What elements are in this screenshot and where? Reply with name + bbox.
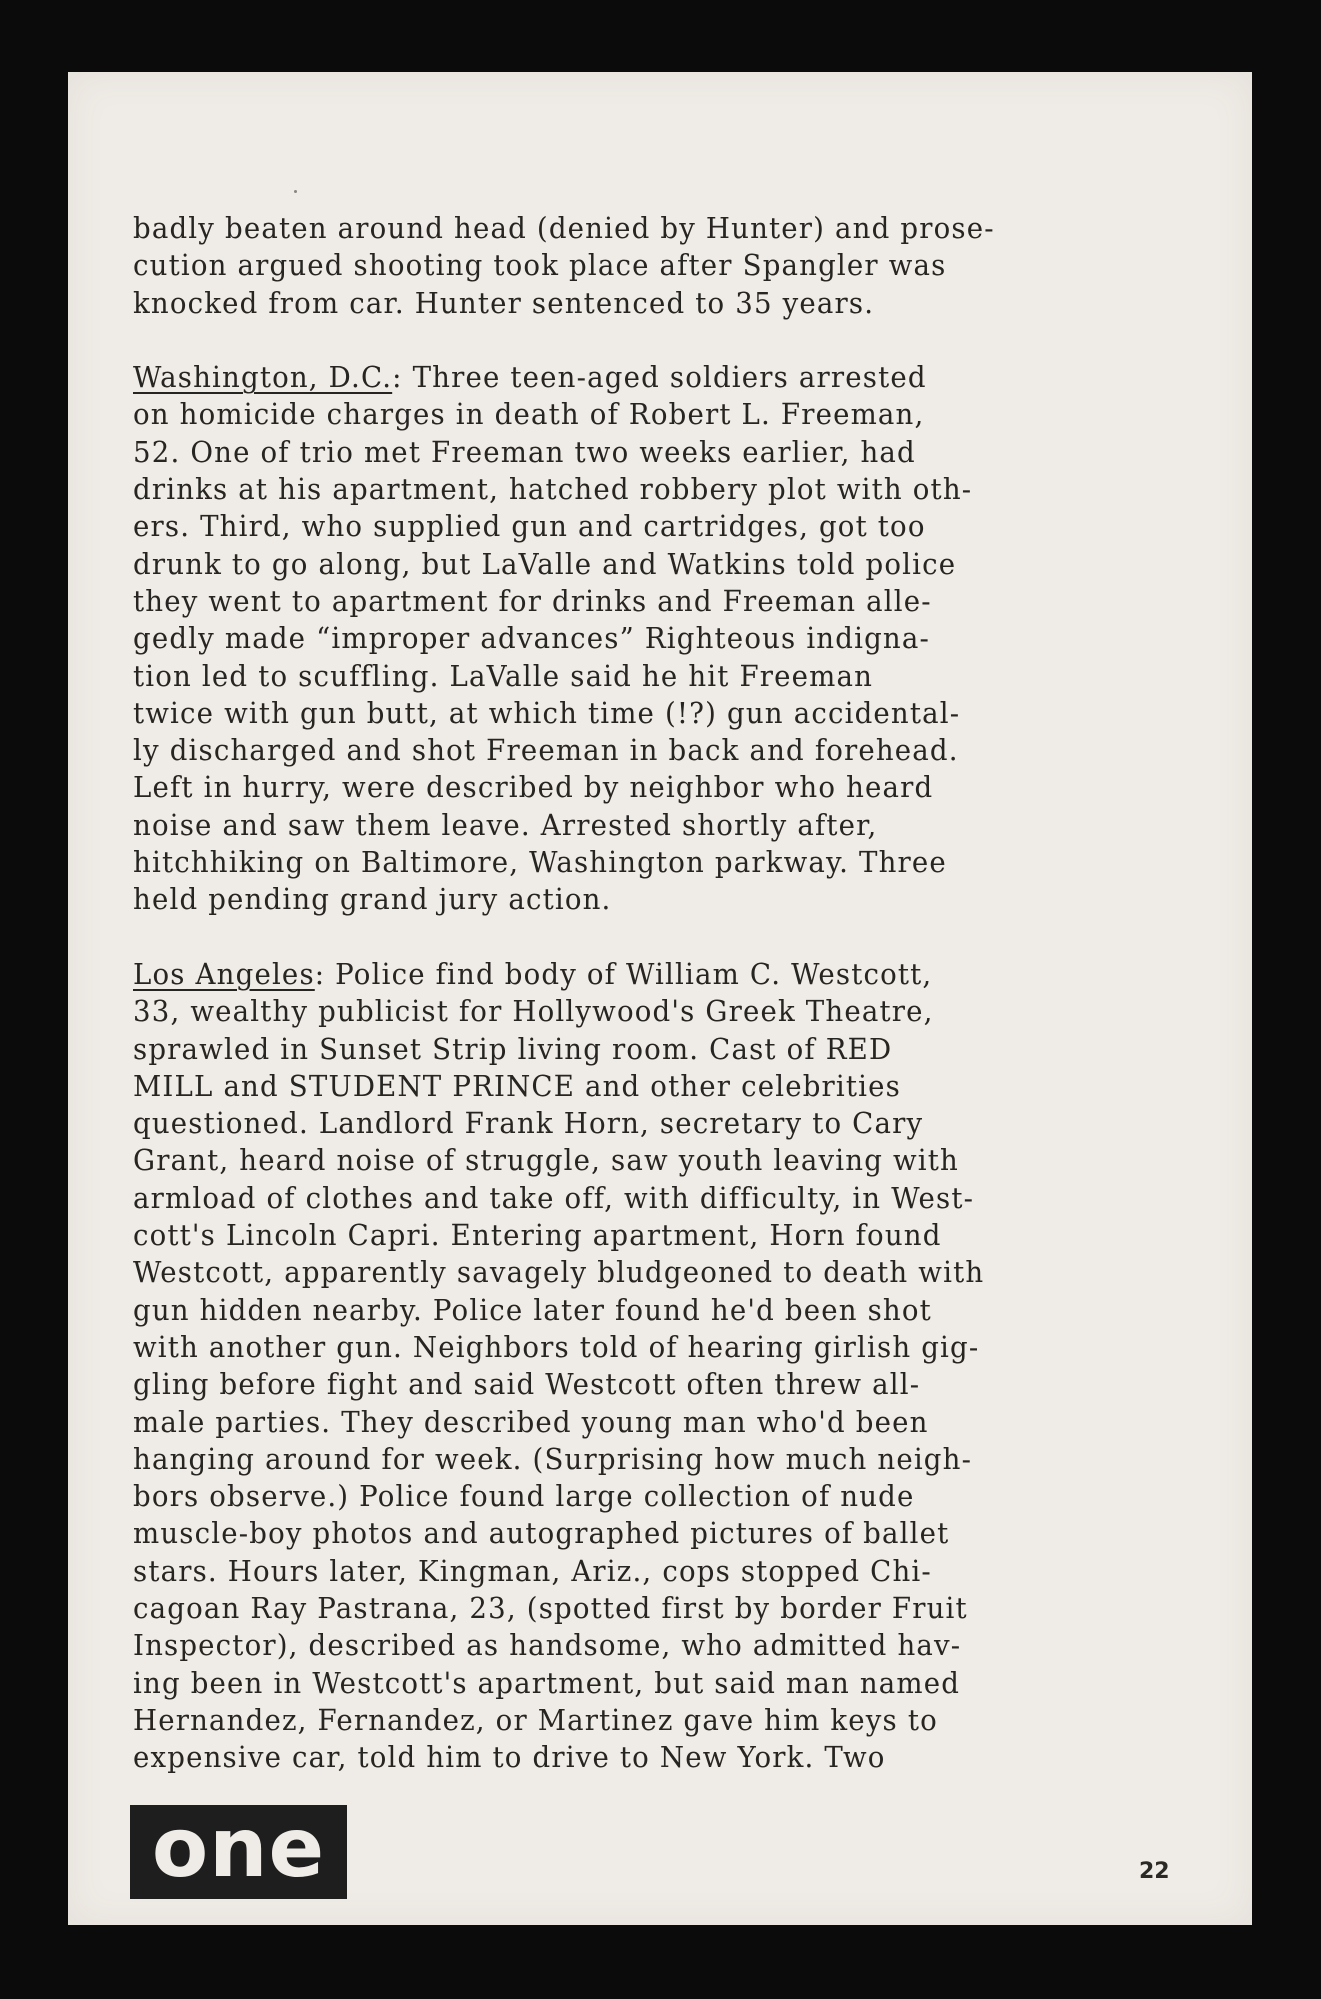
text-line: sprawled in Sunset Strip living room. Cast of RED [133,1032,893,1066]
text-line: 33, wealthy publicist for Hollywood's Greek Theatre, [133,995,934,1029]
dateline-rest: : Police find body of William C. Westcott, [314,957,933,991]
dateline-washington: Washington, D.C. [133,361,393,395]
text-line: badly beaten around head (denied by Hunter) and prose- [133,212,995,245]
text-line: with another gun. Neighbors told of hearing girlish gig- [133,1330,980,1364]
article-body [133,210,1253,1814]
text-line: gun hidden nearby. Police later found he'd been shot [133,1293,932,1327]
text-line: hanging around for week. (Surprising how much neigh- [133,1442,973,1476]
text-line: MILL and STUDENT PRINCE and other celebrities [133,1069,902,1103]
paragraph-hunter-case [133,210,1253,322]
text-line: male parties. They described young man who'd been [133,1405,929,1439]
text-line: held pending grand jury action. [133,883,612,917]
text-line: hitchhiking on Baltimore, Washington parkway. Three [133,846,947,880]
text-line [133,956,1218,993]
text-line: on homicide charges in death of Robert L. Freeman, [133,398,925,432]
text-line: questioned. Landlord Frank Horn, secretary to Cary [133,1107,924,1141]
one-magazine-logo: one [130,1805,347,1899]
text-line: armload of clothes and take off, with difficulty, in West- [133,1181,975,1215]
dateline-los-angeles: Los Angeles [133,957,315,991]
speck-mark [294,190,297,193]
text-line: cott's Lincoln Capri. Entering apartment, Horn found [133,1219,942,1253]
page-number: 22 [1139,1859,1170,1884]
text-line: bors observe.) Police found large collection of nude [133,1480,915,1514]
text-line: drinks at his apartment, hatched robbery plot with oth- [133,473,973,507]
text-line: muscle-boy photos and autographed pictures of ballet [133,1517,950,1551]
text-line: expensive car, told him to drive to New York. Two [133,1741,886,1775]
text-line: Inspector), described as handsome, who admitted hav- [133,1629,962,1663]
text-line: Hernandez, Fernandez, or Martinez gave him keys to [133,1703,938,1737]
text-line: ers. Third, who supplied gun and cartridges, got too [133,510,926,544]
paragraph-washington [133,359,1253,918]
text-line: tion led to scuffling. LaValle said he hit Freeman [133,659,874,693]
text-line: 52. One of trio met Freeman two weeks earlier, had [133,435,916,469]
text-line: ly discharged and shot Freeman in back and forehead. [133,734,959,768]
text-line: ing been in Westcott's apartment, but said man named [133,1666,961,1700]
text-line [133,359,1218,396]
paragraph-los-angeles [133,956,1253,1777]
text-line: noise and saw them leave. Arrested shortly after, [133,808,878,842]
text-line: Left in hurry, were described by neighbor who heard [133,771,934,805]
text-line: cagoan Ray Pastrana, 23, (spotted first by border Fruit [133,1591,968,1625]
text-line: stars. Hours later, Kingman, Ariz., cops stopped Chi- [133,1554,932,1588]
text-line: drunk to go along, but LaValle and Watkins told police [133,547,957,581]
text-line: they went to apartment for drinks and Freeman alle- [133,584,932,618]
text-line: gling before fight and said Westcott often threw all- [133,1368,921,1402]
magazine-page [68,72,1252,1925]
text-line: Grant, heard noise of struggle, saw youth leaving with [133,1144,959,1178]
text-line: knocked from car. Hunter sentenced to 35 years. [133,286,875,320]
text-line: gedly made “improper advances” Righteous indigna- [133,622,930,656]
dateline-rest: : Three teen-aged soldiers arrested [392,361,927,395]
text-line: Westcott, apparently savagely bludgeoned to death with [133,1256,985,1290]
text-line: cution argued shooting took place after Spangler was [133,249,947,283]
text-line: twice with gun butt, at which time (!?) gun accidental- [133,696,961,730]
